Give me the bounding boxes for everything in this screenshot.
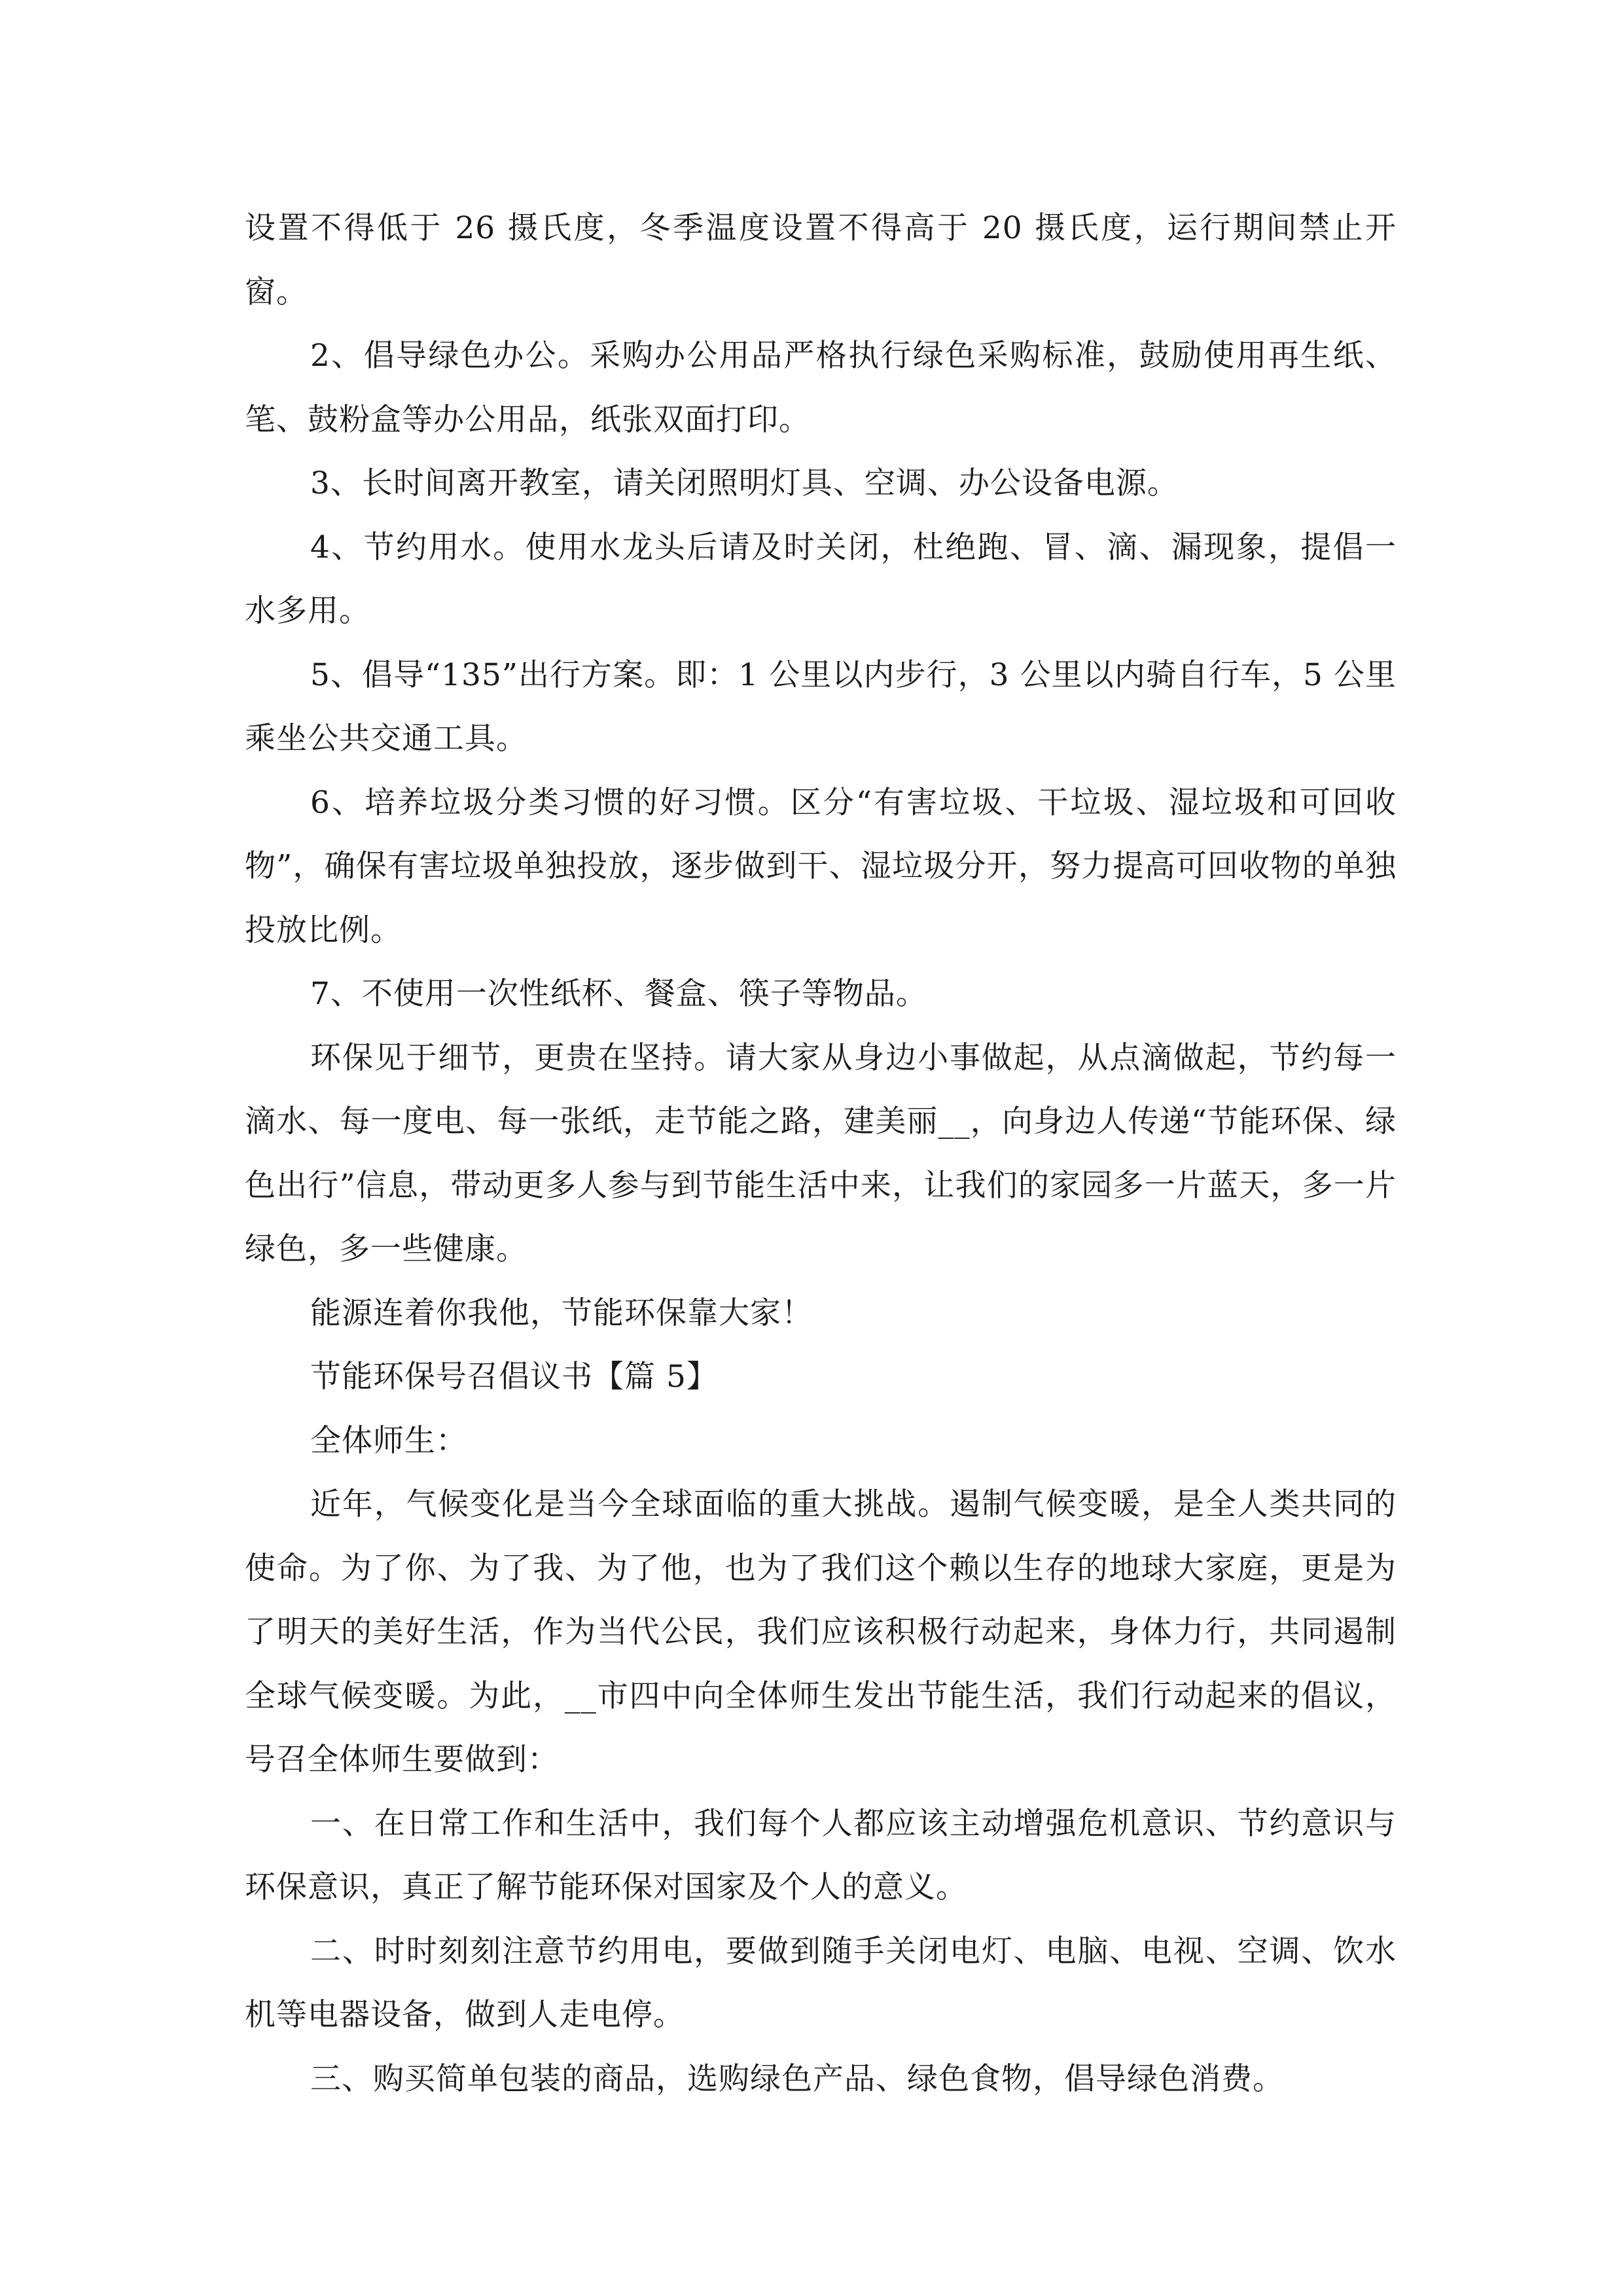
paragraph-item-7: 7、不使用一次性纸杯、餐盒、筷子等物品。 — [310, 976, 927, 1012]
paragraph-item-5: 5、倡导“135”出行方案。即：1 公里以内步行，3 公里以内骑自行车，5 公里乘坐公共交通工具。 — [245, 656, 1397, 757]
section-heading: 节能环保号召倡议书【篇 5】 — [310, 1359, 718, 1395]
paragraph-continuation: 设置不得低于 26 摄氏度，冬季温度设置不得高于 20 摄氏度，运行期间禁止开窗。 — [245, 210, 1397, 310]
paragraph-slogan: 能源连着你我他，节能环保靠大家！ — [310, 1295, 813, 1331]
paragraph-point-2: 二、时时刻刻注意节约用电，要做到随手关闭电灯、电脑、电视、空调、饮水机等电器设备，做到人走电停。 — [245, 1933, 1397, 2033]
paragraph-intro: 近年，气候变化是当今全球面临的重大挑战。遏制气候变暖，是全人类共同的使命。为了你、为了我、为了他，也为了我们这个赖以生存的地球大家庭，更是为了明天的美好生活，作为当代公民，我们应该积极行动起来，身体力行，共同遏制全球气候变暖。为此，__市四中向全体师生发出节能生活，我们行动起来的倡议，号召全体师生要做到： — [245, 1486, 1397, 1778]
paragraph-point-1: 一、在日常工作和生活中，我们每个人都应该主动增强危机意识、节约意识与环保意识，真正了解节能环保对国家及个人的意义。 — [245, 1805, 1397, 1905]
paragraph-item-4: 4、节约用水。使用水龙头后请及时关闭，杜绝跑、冒、滴、漏现象，提倡一水多用。 — [245, 529, 1397, 629]
salutation: 全体师生： — [310, 1422, 467, 1459]
paragraph-item-3: 3、长时间离开教室，请关闭照明灯具、空调、办公设备电源。 — [310, 465, 1179, 501]
paragraph-item-6: 6、培养垃圾分类习惯的好习惯。区分“有害垃圾、干垃圾、湿垃圾和可回收物”，确保有害垃圾单独投放，逐步做到干、湿垃圾分开，努力提高可回收物的单独投放比例。 — [245, 784, 1397, 948]
paragraph-closing: 环保见于细节，更贵在坚持。请大家从身边小事做起，从点滴做起，节约每一滴水、每一度电、每一张纸，走节能之路，建美丽__，向身边人传递“节能环保、绿色出行”信息，带动更多人参与到节能生活中来，让我们的家园多一片蓝天，多一片绿色，多一些健康。 — [245, 1039, 1397, 1267]
document-body — [245, 196, 1397, 2111]
paragraph-item-2: 2、倡导绿色办公。采购办公用品严格执行绿色采购标准，鼓励使用再生纸、笔、鼓粉盒等办公用品，纸张双面打印。 — [245, 338, 1397, 438]
paragraph-point-3: 三、购买简单包装的商品，选购绿色产品、绿色食物，倡导绿色消费。 — [310, 2060, 1284, 2097]
